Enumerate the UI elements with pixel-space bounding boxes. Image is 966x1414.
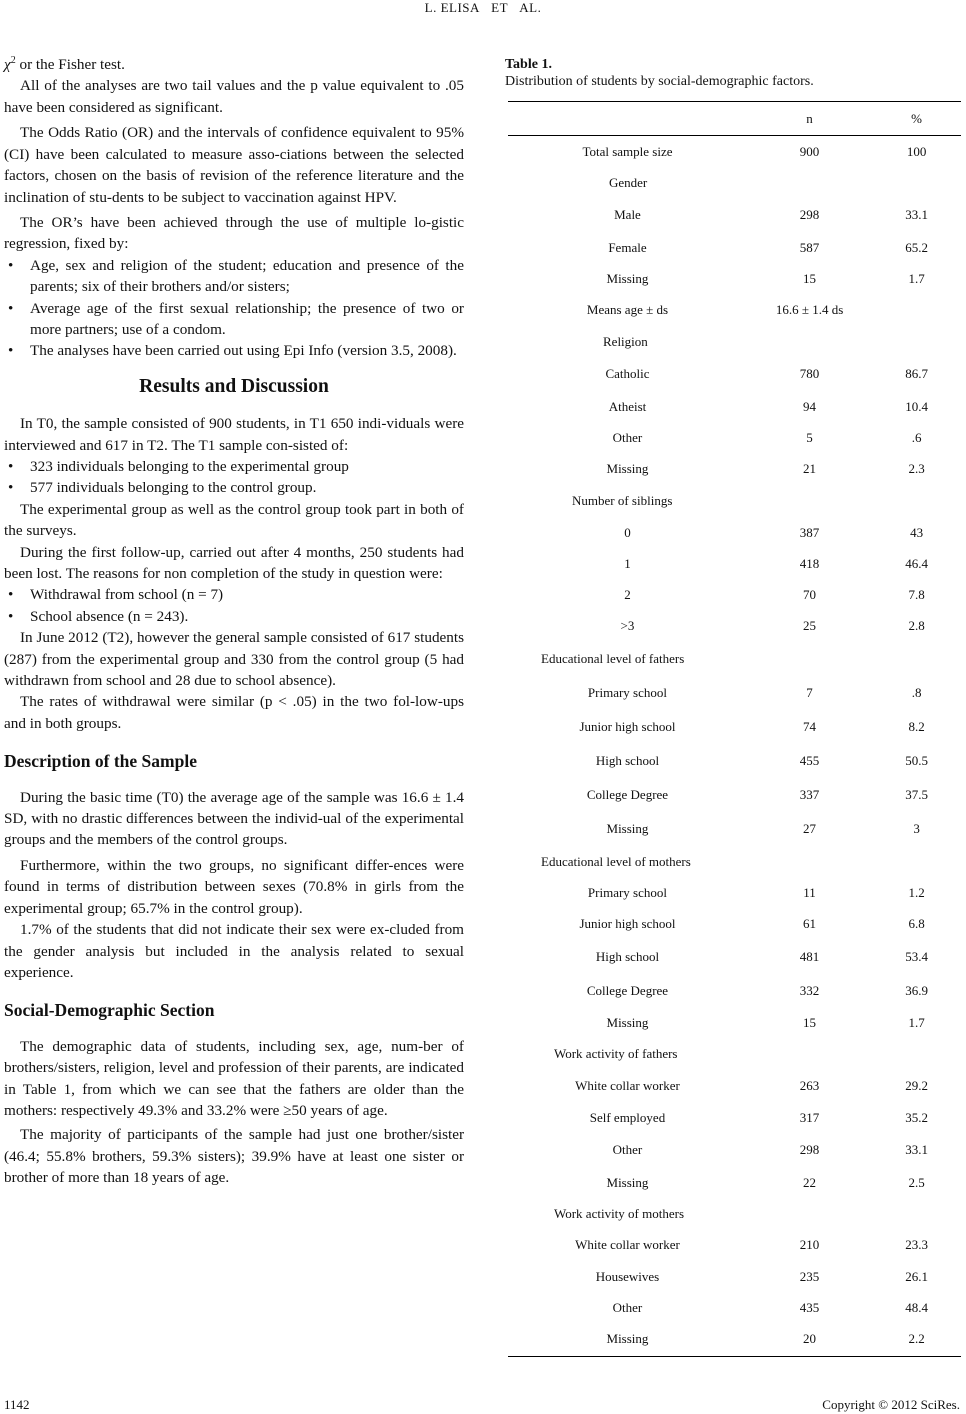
table-cell: 15 (803, 271, 817, 286)
table-row (508, 326, 961, 358)
table-cell: 7 (806, 684, 813, 700)
table-row (508, 517, 961, 549)
table-cell: 33.1 (905, 1142, 928, 1157)
table-group-label: Educational level of fathers (541, 650, 685, 666)
list-item: • Age, sex and religion of the student; education and presence of the parents; six of their brothers and/or sisters; (4, 255, 464, 298)
table-cell: 22 (803, 1174, 817, 1190)
table-row (508, 744, 961, 778)
table-row (508, 199, 961, 232)
table-cell: 235 (799, 1268, 820, 1284)
table-cell: 8.2 (908, 718, 925, 734)
table-cell: 15 (803, 1015, 817, 1030)
table-cell: 2 (624, 586, 631, 602)
table-row (508, 1039, 961, 1070)
table-row (508, 485, 961, 517)
table-row (508, 1199, 961, 1230)
table-row (508, 295, 961, 326)
table-cell: 2.3 (908, 461, 925, 476)
table-cell: 1 (624, 555, 631, 571)
table-cell: High school (595, 948, 660, 964)
list-item: • Average age of the first sexual relationship; the presence of two or more partners; use of a condom. (4, 298, 464, 341)
table-cell: 298 (799, 1142, 820, 1157)
para-basic-time: During the basic time (T0) the average age of the sample was 16.6 ± 1.4 SD, with no drastic differences between the individ-ual of the experimental groups and the members of the control groups. (4, 788, 464, 849)
table-cell: 210 (799, 1237, 820, 1252)
table-cell: 435 (799, 1299, 820, 1315)
table-cell: 2.5 (908, 1174, 925, 1190)
table-title: Table 1. (505, 57, 552, 72)
table-header-row (508, 102, 961, 136)
table-cell: 10.4 (905, 398, 928, 414)
table-cell: Catholic (605, 366, 650, 381)
table-cell: White collar worker (575, 1237, 680, 1252)
table-cell: 37.5 (905, 786, 928, 802)
table-row (508, 909, 961, 940)
table-cell: 70 (803, 586, 817, 602)
table-row (508, 642, 961, 676)
table-row (508, 812, 961, 846)
section-heading-social: Social-Demographic Section (4, 1000, 215, 1021)
table-cell: High school (595, 752, 660, 768)
table-row (508, 579, 961, 611)
table-row (508, 423, 961, 454)
table-cell: Junior high school (579, 916, 676, 931)
table-cell: Female (608, 239, 647, 255)
list-item: • 577 individuals belonging to the control group. (4, 477, 464, 498)
table-cell: Missing (508, 1323, 747, 1357)
table-row (508, 1230, 961, 1261)
table-cell: Missing (606, 271, 649, 286)
table-cell: 7.8 (908, 586, 925, 602)
table-body (508, 136, 961, 1357)
table-cell: 780 (799, 366, 820, 381)
para-odds-ratio: The Odds Ratio (OR) and the intervals of confidence equivalent to 95% (CI) have been calculated to measure asso-ciations between the selected factors, chosen on the basis of revision of the reference literature and the inclination of stu-dents to be subject to vaccination against HPV. (4, 124, 464, 206)
para-fisher: $\chi^2$ or the Fisher test. (4, 55, 125, 74)
running-header: L. ELISA ET AL. (424, 0, 542, 15)
para-majority: The majority of participants of the sample had just one brother/sister (46.4; 55.8% brothers, 59.3% sisters); 39.9% have at least one sister or brother of more than 18 years of age. (4, 1126, 464, 1187)
table-row (508, 1103, 961, 1134)
table-cell: Atheist (608, 398, 647, 414)
table-cell: .6 (911, 430, 922, 445)
table-row (508, 878, 961, 909)
para-demographic: The demographic data of students, including sex, age, num-ber of brothers/sisters, religion, level and profession of their parents, are indicated in Table 1, from which we can see that the fathers are older than the mothers: respectively 49.3% and 33.2% were ≥50 years of age. (4, 1037, 464, 1119)
para-furthermore: Furthermore, within the two groups, no significant differ-ences were found in terms of distribution between sexes (70.8% in girls from the experimental group; 65.7% in the control group). (4, 856, 464, 917)
para-ors: The OR’s have been achieved through the use of multiple lo-gistic regression, fixed by: (4, 213, 464, 253)
table-header-cell: n (747, 102, 872, 136)
table-cell: 418 (799, 555, 820, 571)
list-item: • The analyses have been carried out using Epi Info (version 3.5, 2008). (4, 340, 464, 361)
table-cell: 46.4 (905, 555, 928, 571)
table-cell: 29.2 (905, 1078, 928, 1093)
table-group-label: Number of siblings (572, 492, 673, 508)
table-row (508, 168, 961, 199)
table-cell: 100 (906, 143, 927, 159)
list-item: • School absence (n = 243). (4, 606, 464, 627)
table-cell: Other (612, 1142, 643, 1157)
table-header-cell: % (872, 102, 961, 136)
table-cell: 94 (803, 398, 817, 414)
para-t0: In T0, the sample consisted of 900 students, in T1 650 indi-viduals were interviewed and 617 in T2. The T1 sample con-sisted of: (4, 415, 464, 454)
table-row (508, 264, 961, 295)
table-cell: 587 (799, 239, 820, 255)
table-row (508, 358, 961, 391)
list-item: • Withdrawal from school (n = 7) (4, 584, 464, 605)
table-cell: 16.6 ± 1.4 ds (775, 302, 844, 317)
table-cell: 27 (803, 820, 817, 836)
right-column (505, 56, 961, 1347)
table-row (508, 778, 961, 812)
table-row (508, 1323, 961, 1357)
table-cell: Missing (606, 461, 649, 476)
table-cell: Missing (606, 1015, 649, 1030)
table-row (508, 676, 961, 710)
table-row (508, 1167, 961, 1199)
table-cell: 48.4 (905, 1299, 928, 1315)
table-cell: Means age ± ds (586, 302, 669, 317)
table-cell: 25 (803, 618, 817, 633)
table-cell: 337 (799, 786, 820, 802)
table-row (508, 232, 961, 264)
table-row (508, 1008, 961, 1039)
para-two-tail: All of the analyses are two tail values and the p value equivalent to .05 have been considered as significant. (4, 77, 464, 116)
table-cell: 26.1 (905, 1268, 928, 1284)
table-cell: Housewives (595, 1268, 660, 1284)
table-cell: .8 (911, 684, 922, 700)
table-cell: Total sample size (582, 143, 673, 159)
table-cell: Other (612, 430, 643, 445)
table-cell: White collar worker (575, 1078, 680, 1093)
table-cell: 2.2 (872, 1323, 961, 1357)
table-cell: 33.1 (905, 207, 928, 222)
bullet-list-reasons (4, 584, 464, 627)
table-cell: 20 (747, 1323, 872, 1357)
table-row (508, 549, 961, 579)
table-cell: 86.7 (905, 366, 928, 381)
table-header-cell (508, 102, 747, 136)
table-row (508, 1293, 961, 1323)
table-cell: 74 (803, 718, 817, 734)
table-cell: 65.2 (905, 239, 928, 255)
para-fisher-text: or the Fisher test. (19, 56, 125, 74)
table-cell: 1.7 (908, 1015, 925, 1030)
table-row (508, 136, 961, 168)
para-june: In June 2012 (T2), however the general sample consisted of 617 students (287) from the experimental group and 330 from the control group (5 had withdrawn from school and 28 due to school absence). (4, 629, 464, 690)
table-cell: 50.5 (905, 752, 928, 768)
table-group-label: Work activity of fathers (554, 1046, 678, 1061)
table-cell: 43 (910, 524, 924, 540)
table-cell: College Degree (586, 982, 669, 998)
demographics-table (508, 101, 961, 1357)
table-cell: 21 (803, 461, 817, 476)
table-cell: 11 (803, 885, 816, 900)
left-column (4, 50, 464, 1189)
table-cell: 6.8 (908, 916, 925, 931)
table-cell: Primary school (587, 885, 667, 900)
para-rates: The rates of withdrawal were similar (p < .05) in the two fol-low-ups and in both groups. (4, 693, 464, 732)
section-heading-results: Results and Discussion (139, 375, 329, 397)
table-group-label: Religion (603, 333, 648, 349)
table-cell: 298 (799, 207, 820, 222)
table-cell: 2.8 (908, 618, 925, 633)
table-cell: 23.3 (905, 1237, 928, 1252)
list-item: • 323 individuals belonging to the experimental group (4, 456, 464, 477)
table-row (508, 1070, 961, 1103)
para-follow-up: During the first follow-up, carried out after 4 months, 250 students had been lost. The reasons for non completion of the study in question were: (4, 543, 464, 582)
table-cell (872, 295, 961, 326)
table-row (508, 611, 961, 642)
table-cell: Male (614, 207, 641, 222)
bullet-list-regression (4, 255, 464, 362)
para-excluded: 1.7% of the students that did not indicate their sex were ex-cluded from the gender analysis but included in the analysis related to sexual experience. (4, 921, 464, 981)
table-cell: 3 (913, 820, 920, 836)
section-heading-sample: Description of the Sample (4, 751, 197, 772)
table-row (508, 454, 961, 485)
table-cell: Primary school (587, 684, 667, 700)
table-cell: 455 (799, 752, 820, 768)
page-number: 1142 (4, 1397, 30, 1412)
table-cell: Junior high school (579, 718, 676, 734)
table-group-label: Gender (609, 175, 648, 190)
table-cell: 0 (624, 524, 631, 540)
table-row (508, 710, 961, 744)
table-cell: 332 (799, 982, 820, 998)
table-row (508, 1134, 961, 1167)
table-cell: 5 (806, 430, 813, 445)
table-cell: >3 (620, 618, 635, 633)
table-cell: 263 (799, 1078, 820, 1093)
table-cell: 481 (799, 948, 820, 964)
table-cell: Missing (606, 1174, 649, 1190)
table-cell: 1.7 (908, 271, 925, 286)
table-group-label: Work activity of mothers (554, 1206, 685, 1221)
table-cell: 36.9 (905, 982, 928, 998)
table-row (508, 974, 961, 1008)
table-cell: 900 (799, 143, 820, 159)
table-cell: 1.2 (908, 885, 925, 900)
para-experimental: The experimental group as well as the control group took part in both of the surveys. (4, 500, 464, 540)
table-caption: Distribution of students by social-demographic factors. (505, 74, 814, 89)
table-row (508, 1261, 961, 1293)
table-group-label: Educational level of mothers (541, 853, 691, 869)
table-cell: Self employed (589, 1110, 666, 1125)
table-cell: 317 (799, 1110, 820, 1125)
table-cell: 387 (799, 524, 820, 540)
table-row (508, 940, 961, 974)
table-row (508, 846, 961, 878)
table-cell: Other (612, 1299, 643, 1315)
table-cell: 35.2 (905, 1110, 928, 1125)
table-cell: 61 (803, 916, 817, 931)
copyright-notice: Copyright © 2012 SciRes. (822, 1397, 960, 1412)
table-row (508, 391, 961, 423)
table-cell: College Degree (586, 786, 669, 802)
bullet-list-groups (4, 456, 464, 499)
table-cell: 53.4 (905, 948, 928, 964)
table-cell: Missing (606, 820, 649, 836)
